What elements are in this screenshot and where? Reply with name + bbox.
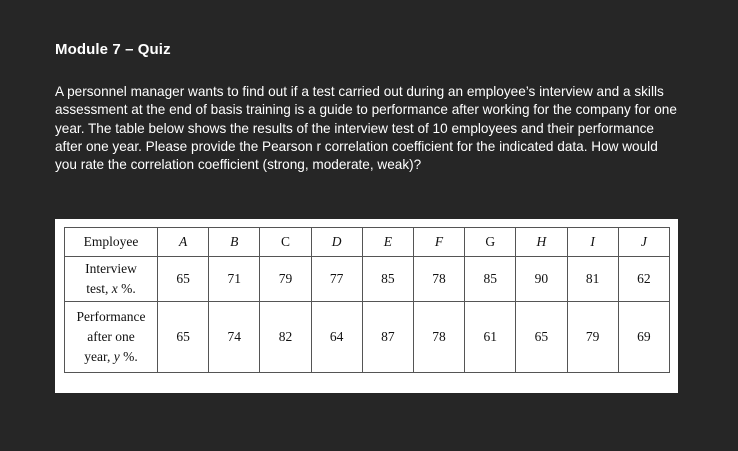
interview-cell-f: 78 bbox=[413, 257, 464, 302]
performance-cell-e: 87 bbox=[362, 302, 413, 373]
header-employee-label: Employee bbox=[65, 228, 158, 257]
performance-label-line3a: year, bbox=[84, 349, 114, 364]
performance-label-line2: after one bbox=[87, 329, 135, 344]
quiz-title: Module 7 – Quiz bbox=[55, 41, 171, 58]
interview-label-line1: Interview bbox=[85, 261, 137, 276]
interview-cell-h: 90 bbox=[516, 257, 567, 302]
header-employee-i: I bbox=[567, 228, 618, 257]
header-employee-h: H bbox=[516, 228, 567, 257]
performance-cell-h: 65 bbox=[516, 302, 567, 373]
interview-label-line2b: %. bbox=[117, 281, 136, 296]
interview-cell-g: 85 bbox=[465, 257, 516, 302]
performance-row-label bbox=[65, 302, 158, 373]
performance-label-var: y bbox=[113, 349, 120, 364]
interview-row-label bbox=[65, 257, 158, 302]
performance-cell-b: 74 bbox=[209, 302, 260, 373]
header-employee-f: F bbox=[413, 228, 464, 257]
interview-cell-j: 62 bbox=[618, 257, 669, 302]
table-header-row bbox=[65, 228, 670, 257]
performance-cell-i: 79 bbox=[567, 302, 618, 373]
performance-cell-a: 65 bbox=[158, 302, 209, 373]
table-row-performance bbox=[65, 302, 670, 373]
interview-label-var: x bbox=[111, 281, 118, 296]
header-employee-c: C bbox=[260, 228, 311, 257]
header-employee-d: D bbox=[311, 228, 362, 257]
header-employee-g: G bbox=[465, 228, 516, 257]
performance-label-line1: Performance bbox=[76, 309, 146, 324]
employee-data-table bbox=[64, 227, 670, 373]
performance-cell-f: 78 bbox=[413, 302, 464, 373]
interview-cell-a: 65 bbox=[158, 257, 209, 302]
interview-cell-i: 81 bbox=[567, 257, 618, 302]
performance-cell-j: 69 bbox=[618, 302, 669, 373]
data-table-image bbox=[55, 219, 678, 393]
performance-label-line3b: %. bbox=[119, 349, 138, 364]
question-text: A personnel manager wants to find out if a test carried out during an employee’s interview and a skills assessment at the end of basis training is a guide to performance after working for the company for one year. The table below shows the results of the interview test of 10 employees and their performance after one year. Please provide the Pearson r correlation coefficient for the indicated data. How would you rate the correlation coefficient (strong, moderate, weak)? bbox=[55, 84, 677, 173]
performance-cell-g: 61 bbox=[465, 302, 516, 373]
performance-cell-c: 82 bbox=[260, 302, 311, 373]
header-employee-b: B bbox=[209, 228, 260, 257]
interview-cell-c: 79 bbox=[260, 257, 311, 302]
header-employee-a: A bbox=[158, 228, 209, 257]
interview-label-line2a: test, bbox=[86, 281, 112, 296]
interview-cell-b: 71 bbox=[209, 257, 260, 302]
header-employee-e: E bbox=[362, 228, 413, 257]
table-row-interview bbox=[65, 257, 670, 302]
header-employee-j: J bbox=[618, 228, 669, 257]
performance-cell-d: 64 bbox=[311, 302, 362, 373]
interview-cell-e: 85 bbox=[362, 257, 413, 302]
interview-cell-d: 77 bbox=[311, 257, 362, 302]
